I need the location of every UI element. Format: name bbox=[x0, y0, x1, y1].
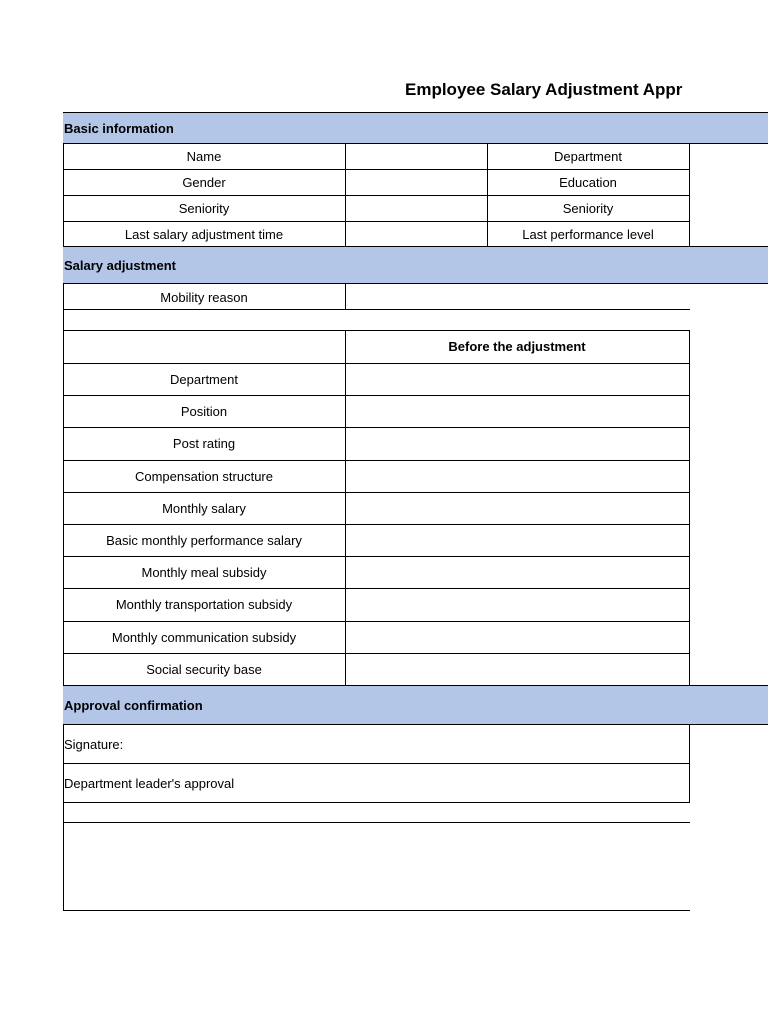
basic-value-gender[interactable] bbox=[345, 169, 487, 195]
salary-row-label: Monthly transportation subsidy bbox=[115, 597, 293, 612]
basic-value-seniority[interactable] bbox=[345, 195, 487, 221]
salary-row-label: Position bbox=[180, 403, 228, 419]
salary-row-label: Monthly communication subsidy bbox=[111, 629, 297, 645]
salary-row-value[interactable] bbox=[345, 427, 689, 460]
basic-label-last-performance: Last performance level bbox=[522, 226, 654, 242]
basic-label-last-adjustment: Last salary adjustment time bbox=[124, 226, 284, 242]
form-title: Employee Salary Adjustment Appr bbox=[405, 80, 683, 99]
section-salary-adjustment-label: Salary adjustment bbox=[64, 257, 176, 273]
grid-line bbox=[63, 802, 690, 803]
grid-line bbox=[63, 910, 690, 911]
signature-field[interactable]: Signature: bbox=[64, 736, 124, 752]
salary-row-label: Monthly meal subsidy bbox=[141, 564, 267, 580]
mobility-reason-value[interactable] bbox=[345, 284, 689, 310]
salary-row-label: Social security base bbox=[146, 661, 262, 677]
salary-row-value[interactable] bbox=[345, 621, 689, 653]
department-leader-approval-field[interactable]: Department leader's approval bbox=[64, 775, 235, 791]
section-basic-information-label: Basic information bbox=[64, 120, 174, 136]
salary-row-value[interactable] bbox=[345, 524, 689, 556]
basic-label-gender: Gender bbox=[182, 174, 226, 190]
salary-row-label: Department bbox=[170, 371, 238, 387]
notes-area[interactable] bbox=[64, 823, 689, 910]
section-approval-confirmation bbox=[63, 685, 768, 725]
salary-row-value[interactable] bbox=[345, 363, 689, 395]
basic-value-last-adjustment[interactable] bbox=[345, 221, 487, 247]
salary-row-value[interactable] bbox=[345, 395, 689, 427]
salary-row-label: Compensation structure bbox=[134, 468, 273, 484]
salary-row-label: Monthly salary bbox=[162, 500, 246, 516]
grid-line bbox=[689, 143, 690, 247]
salary-row-value[interactable] bbox=[345, 556, 689, 588]
basic-value-name[interactable] bbox=[345, 143, 487, 169]
section-salary-adjustment bbox=[63, 246, 768, 284]
salary-row-label: Post rating bbox=[172, 436, 236, 451]
salary-row-value[interactable] bbox=[345, 492, 689, 524]
basic-label-education: Education bbox=[559, 174, 617, 190]
salary-row-value[interactable] bbox=[345, 588, 689, 621]
section-approval-confirmation-label: Approval confirmation bbox=[64, 697, 203, 713]
mobility-reason-label: Mobility reason bbox=[160, 289, 248, 305]
basic-label-seniority-right: Seniority bbox=[562, 200, 614, 216]
basic-label-seniority: Seniority bbox=[178, 200, 230, 216]
salary-row-label: Basic monthly performance salary bbox=[106, 532, 302, 548]
grid-line bbox=[63, 309, 64, 331]
salary-row-value[interactable] bbox=[345, 653, 689, 685]
column-header-before-adjustment: Before the adjustment bbox=[448, 339, 586, 354]
grid-line bbox=[689, 330, 690, 686]
basic-label-department: Department bbox=[554, 148, 622, 164]
basic-label-name: Name bbox=[186, 148, 222, 164]
section-basic-information bbox=[63, 112, 768, 144]
salary-row-value[interactable] bbox=[345, 460, 689, 492]
